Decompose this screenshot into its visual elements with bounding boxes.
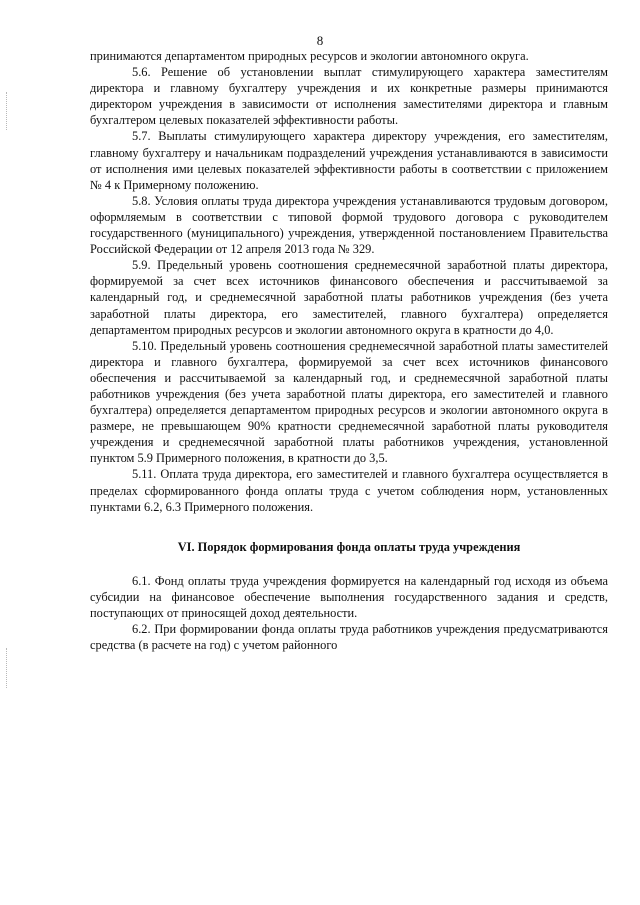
paragraph-5-9: 5.9. Предельный уровень соотношения среднемесячной заработной платы директора, формируемой за счет всех источников финансового обеспечения и рассчитываемой за календарный год, и среднемесячной заработной платы работников учреждения (без учета заработной платы директора, его заместителей, главного бухгалтера) определяется департаментом природных ресурсов и экологии автономного округа в кратности до 4,0. <box>90 258 608 337</box>
page-number: 8 <box>316 33 324 48</box>
paragraph-5-8: 5.8. Условия оплаты труда директора учреждения устанавливаются трудовым договором, оформляемым в соответствии с типовой формой трудового договора с руководителем государственного (муниципального) учреждения, утвержденной постановлением Правительства Российской Федерации от 12 апреля 2013 года № 329. <box>90 193 608 257</box>
paragraph-5-7: 5.7. Выплаты стимулирующего характера директору учреждения, его заместителям, главному бухгалтеру и начальникам подразделений учреждения устанавливаются в зависимости от исполнения ими целевых показателей эффективности работы в соответствии с приложением № 4 к Примерному положению. <box>90 129 608 192</box>
section-heading: VI. Порядок формирования фонда оплаты труда учреждения <box>177 539 521 554</box>
paragraph-5-11: 5.11. Оплата труда директора, его заместителей и главного бухгалтера осуществляется в пределах сформированного фонда оплаты труда с учетом соблюдения норм, установленных пунктами 6.2, 6.3 Примерного положения. <box>90 467 608 514</box>
paragraph-continuation: принимаются департаментом природных ресурсов и экологии автономного округа. <box>90 49 529 63</box>
paragraph-6-2: 6.2. При формировании фонда оплаты труда работников учреждения предусматриваются средства (в расчете на год) с учетом районного <box>90 622 608 653</box>
paragraph-5-6: 5.6. Решение об установлении выплат стимулирующего характера заместителям директора и главному бухгалтеру учреждения и их конкретные размеры принимаются директором учреждения в зависимости от исполнения заместителями директора и главным бухгалтером целевых показателей эффективности работы. <box>90 65 608 128</box>
paragraph-6-1: 6.1. Фонд оплаты труда учреждения формируется на календарный год исходя из объема субсидии на финансовое обеспечение выполнения государственного задания и средств, поступающих от приносящей доход деятельности. <box>90 573 608 620</box>
paragraph-5-10: 5.10. Предельный уровень соотношения среднемесячной заработной платы заместителей директора и главного бухгалтера, формируемой за счет всех источников финансового обеспечения и рассчитываемой за календарный год, и среднемесячной заработной платы работников учреждения (без учета заработной платы директора, его заместителей и главного бухгалтера) определяется департаментом природных ресурсов и экологии автономного округа в размере, не превышающем 90% кратности среднемесячной заработной платы руководителя учреждения и среднемесячной заработной платы работников учреждения, установленной пунктом 5.9 Примерного положения, в кратности до 3,5. <box>90 338 608 466</box>
margin-scan-mark <box>6 648 8 688</box>
document-body <box>90 48 608 653</box>
margin-scan-mark <box>6 92 8 130</box>
